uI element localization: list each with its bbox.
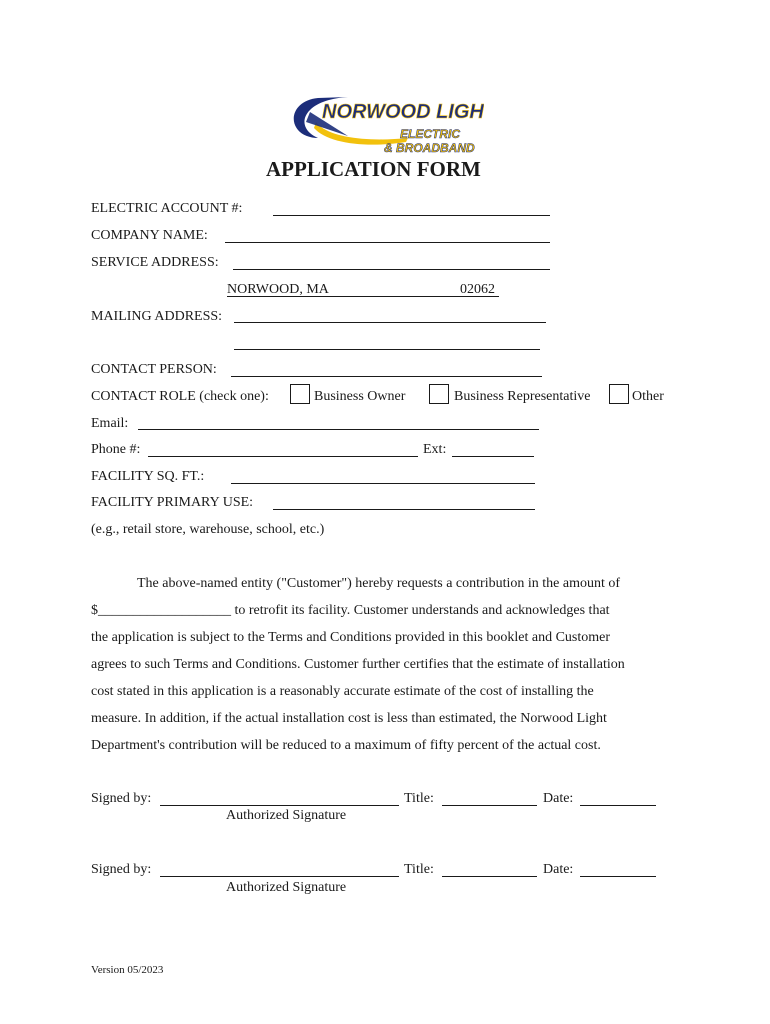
service-zip-text: 02062 [460, 282, 495, 297]
paragraph-line-5: cost stated in this application is a reasonably accurate estimate of the cost of installing the [91, 684, 594, 699]
company-name-field[interactable] [225, 242, 550, 243]
paragraph-line-3: the application is subject to the Terms and Conditions provided in this booklet and Customer [91, 630, 611, 645]
email-field[interactable] [138, 429, 539, 430]
signature-title-field-2[interactable] [442, 876, 537, 877]
paragraph-line-2-text: to retrofit its facility. Customer understands and acknowledges that [231, 603, 610, 618]
mailing-address-field-2[interactable] [234, 349, 540, 350]
business-representative-option: Business Representative [454, 389, 591, 404]
phone-field[interactable] [148, 456, 418, 457]
signature-title-label: Title: [404, 791, 434, 806]
signed-by-label-2: Signed by: [91, 862, 152, 877]
paragraph-line-2 [91, 603, 610, 619]
ext-field[interactable] [452, 456, 534, 457]
signature-title-field[interactable] [442, 805, 537, 806]
contribution-amount-blank[interactable]: ___________________ [98, 603, 231, 618]
phone-label: Phone #: [91, 442, 141, 457]
authorized-signature-caption: Authorized Signature [226, 808, 347, 823]
signature-date-label: Date: [543, 791, 574, 806]
paragraph-line-6: measure. In addition, if the actual installation cost is less than estimated, the Norwood Light [91, 711, 607, 726]
ext-label: Ext: [423, 442, 447, 457]
logo-swoosh-icon [288, 92, 484, 156]
signature-title-label-2: Title: [404, 862, 434, 877]
service-address-label: SERVICE ADDRESS: [91, 255, 219, 270]
facility-sqft-field[interactable] [231, 483, 535, 484]
logo-broadband-text: & BROADBAND [384, 141, 475, 155]
service-city-text: NORWOOD, MA [227, 282, 329, 297]
facility-sqft-label: FACILITY SQ. FT.: [91, 469, 205, 484]
contact-person-field[interactable] [231, 376, 542, 377]
signature-field-2[interactable] [160, 876, 399, 877]
dollar-sign: $ [91, 603, 98, 618]
signature-date-field-2[interactable] [580, 876, 656, 877]
logo-electric-text: ELECTRIC [400, 127, 460, 141]
signature-date-field[interactable] [580, 805, 656, 806]
logo-brand-text: NORWOOD LIGHT [322, 101, 484, 123]
contact-role-label: CONTACT ROLE (check one): [91, 389, 269, 404]
electric-account-field[interactable] [273, 215, 550, 216]
other-checkbox[interactable] [609, 384, 629, 404]
version-footer: Version 05/2023 [91, 964, 164, 976]
facility-use-hint: (e.g., retail store, warehouse, school, etc.) [91, 522, 325, 537]
business-owner-checkbox[interactable] [290, 384, 310, 404]
paragraph-line-1: The above-named entity ("Customer") hereby requests a contribution in the amount of [137, 576, 621, 591]
paragraph-line-7: Department's contribution will be reduced to a maximum of fifty percent of the actual cost. [91, 738, 601, 753]
norwood-light-logo [288, 92, 484, 156]
signed-by-label: Signed by: [91, 791, 152, 806]
electric-account-label: ELECTRIC ACCOUNT #: [91, 201, 243, 216]
page-title: APPLICATION FORM [266, 157, 481, 181]
mailing-address-label: MAILING ADDRESS: [91, 309, 223, 324]
business-representative-checkbox[interactable] [429, 384, 449, 404]
mailing-address-field[interactable] [234, 322, 546, 323]
facility-use-label: FACILITY PRIMARY USE: [91, 495, 254, 510]
facility-use-field[interactable] [273, 509, 535, 510]
paragraph-line-4: agrees to such Terms and Conditions. Customer further certifies that the estimate of installation [91, 657, 625, 672]
signature-date-label-2: Date: [543, 862, 574, 877]
signature-field[interactable] [160, 805, 399, 806]
company-name-label: COMPANY NAME: [91, 228, 208, 243]
authorized-signature-caption-2: Authorized Signature [226, 880, 347, 895]
service-address-field[interactable] [233, 269, 550, 270]
email-label: Email: [91, 416, 129, 431]
other-option: Other [632, 389, 664, 404]
business-owner-option: Business Owner [314, 389, 406, 404]
contact-person-label: CONTACT PERSON: [91, 362, 217, 377]
